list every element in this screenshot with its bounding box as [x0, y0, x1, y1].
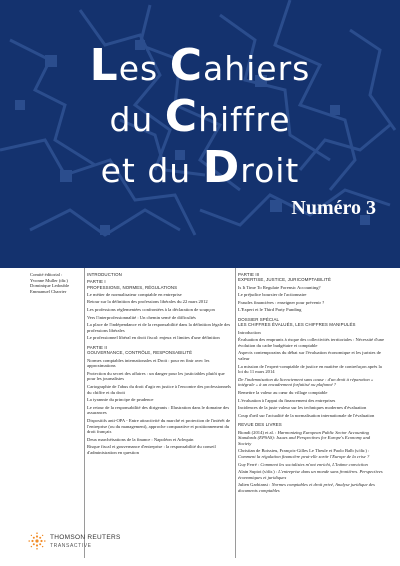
title-text: hiffre	[198, 100, 291, 139]
part-title: PARTIE II	[87, 345, 108, 351]
part-subtitle: GOUVERNANCE, CONTRÔLE, RESPONSABILITÉ	[87, 350, 193, 356]
toc-item: La mission de l'expert-comptable de justice en matière de contrefaçon après la loi du 11 mars 2014	[238, 363, 382, 375]
toc-heading-introduction: INTRODUCTION	[87, 272, 122, 277]
toc-item: Les professions réglementées confrontées à la déclaration de soupçon	[87, 307, 215, 313]
toc-item: De l'indemnisation du licenciement sans cause : d'un droit à réparation « intégrale » à un encadrement forfaitisé ou plafonné ?	[238, 376, 374, 388]
title-letter: D	[202, 142, 241, 193]
review-author: Christian de Boissieu, François-Gilles Le Theule et Paolo Balb (s/dir.) :	[238, 448, 370, 454]
toc-item: Le professionnel libéral en droit fiscal: enjeux et limites d'une définition	[87, 335, 220, 341]
part-title: PARTIE III	[238, 272, 260, 277]
toc-item: Protection du secret des affaires : un danger pour les justiciables plutôt que pour les journalistes	[87, 370, 225, 382]
toc-item: Le métier de normalisateur comptable en entreprise	[87, 291, 182, 297]
cover-title-line-1	[0, 40, 400, 91]
part-subtitle: PROFESSIONS, NORMES, RÉGULATIONS	[87, 284, 178, 290]
toc-item: La tyrannie du principe de prudence	[87, 397, 154, 403]
review-title: Comment la régulation financière peut-elle sortir l'Europe de la crise ?	[238, 453, 370, 459]
thomson-reuters-logo-icon	[28, 532, 46, 550]
cover-title-line-2	[0, 91, 400, 142]
review-author: Guy Ferré :	[238, 461, 261, 467]
toc-item: L'Expert et le Third Party Funding	[238, 307, 302, 313]
editorial-member: Yvonne Muller (dir.)	[30, 277, 68, 283]
editorial-member: Dominique Ledouble	[30, 283, 70, 289]
part-title: PARTIE I	[87, 279, 106, 285]
cover-title-line-3	[0, 142, 400, 193]
title-letter: L	[89, 40, 119, 91]
review-title: L'entreprise dans un monde sans frontières. Perspectives économiques et juridiques	[238, 469, 383, 480]
toc-item: La place de l'indépendance et de la responsabilité dans la définition légale des professions libérales	[87, 322, 231, 333]
toc-item: Le retour de la responsabilité des dirigeants : Illustration dans le domaine des assurances	[87, 404, 230, 416]
toc-item: Évaluation des emprunts à risque des collectivités territoriales : Nécessité d'une évolution du cadre budgétaire et comptable	[238, 337, 384, 348]
toc-item: Retour sur la définition des professions libérales du 22 mars 2012	[87, 299, 208, 305]
title-text: es	[118, 49, 170, 88]
toc-item: Is It Time To Regulate Forensic Accounting?	[238, 284, 321, 290]
title-letter: C	[164, 91, 199, 142]
toc-item: Normes comptables internationales et Droit : pour en finir avec les approximations	[87, 357, 210, 369]
review-author: Alain Supiot (s/dir.) :	[238, 469, 279, 475]
review-item	[238, 469, 384, 480]
toc-item: Vers l'interprofessionnalité : Un chemin semé de difficultés	[87, 314, 196, 320]
toc-item: Aspects contemporains du débat sur l'évaluation économique et les juristes de valeur	[238, 350, 381, 361]
editorial-label: Comité éditorial :	[30, 272, 63, 277]
title-text: ahiers	[202, 49, 311, 88]
review-title: Normes comptables et droit privé, Analyse juridique des documents comptables	[238, 482, 375, 493]
title-text: et du	[100, 151, 203, 190]
review-title: Harmonizing European Public Sector Accounting Standards (EPSAS): Issues and Perspectives for Europe's Economy and Society	[238, 429, 371, 446]
toc-column-right	[238, 272, 384, 496]
publisher-logo	[28, 530, 121, 560]
part-subtitle: EXPERTISE, JUSTICE, JURICOMPTABILITÉ	[238, 277, 331, 283]
column-divider	[84, 268, 85, 558]
toc-item: Fraudes financières : enseigner pour prévenir ?	[238, 299, 325, 305]
title-text: du	[109, 100, 165, 139]
review-item	[238, 482, 384, 493]
editorial-committee	[30, 272, 80, 294]
toc-column-left	[87, 272, 233, 458]
title-text: roit	[240, 151, 300, 190]
issue-number: Numéro 3	[291, 197, 376, 219]
title-letter: C	[169, 40, 203, 91]
dossier-subtitle: LES CHIFFRES ÉVALUÉS, LES CHIFFRES MANIPULÉS	[238, 322, 356, 328]
column-divider	[235, 268, 236, 558]
toc-item: Risque fiscal et gouvernance d'entreprise : la responsabilité du conseil d'administration en question	[87, 444, 216, 455]
review-author: Julien Garbiansi :	[238, 482, 272, 488]
review-item	[238, 462, 384, 468]
toc-item: Coup d'œil sur l'actualité de la normalisation internationale de l'évaluation	[238, 412, 375, 418]
toc-item: Introduction	[238, 329, 261, 335]
review-author: Biondi (2014) et al. :	[238, 429, 278, 435]
editorial-member: Emmanuel Charrier	[30, 288, 67, 294]
publisher-name: THOMSON REUTERS	[50, 534, 121, 541]
review-item	[238, 430, 384, 447]
toc-item: L'évaluation à l'appui du financement des entreprises	[238, 397, 336, 403]
toc-item: Remettre la valeur au cœur du village comptable	[238, 389, 328, 395]
review-item	[238, 448, 384, 459]
toc-item: Cartographie de l'abus du droit d'agir en justice à l'encontre des professionnels du chiffre et du droit	[87, 384, 231, 395]
dossier-title: DOSSIER SPÉCIAL	[238, 316, 280, 322]
toc-item: Incidences de la juste valeur sur les techniques modernes d'évaluation	[238, 405, 367, 411]
reviews-title: REVUE DES LIVRES	[238, 422, 282, 428]
toc-item: Le préjudice boursier de l'actionnaire	[238, 292, 307, 298]
cover-banner	[0, 0, 400, 268]
toc-item: Deux marchéisations de la finance : Napoléon et Arlequin	[87, 436, 194, 442]
review-title: Comment les socialistes m'ont enrichi, L'Intime conviction	[260, 461, 368, 467]
toc-item: Dispositifs anti-OPA - Entre attractivité du marché et protection de l'intérêt de l'entreprise (ou du management), approche comparative et positionnement du droit français	[87, 417, 231, 435]
publisher-imprint: TRANSACTIVE	[50, 543, 92, 549]
